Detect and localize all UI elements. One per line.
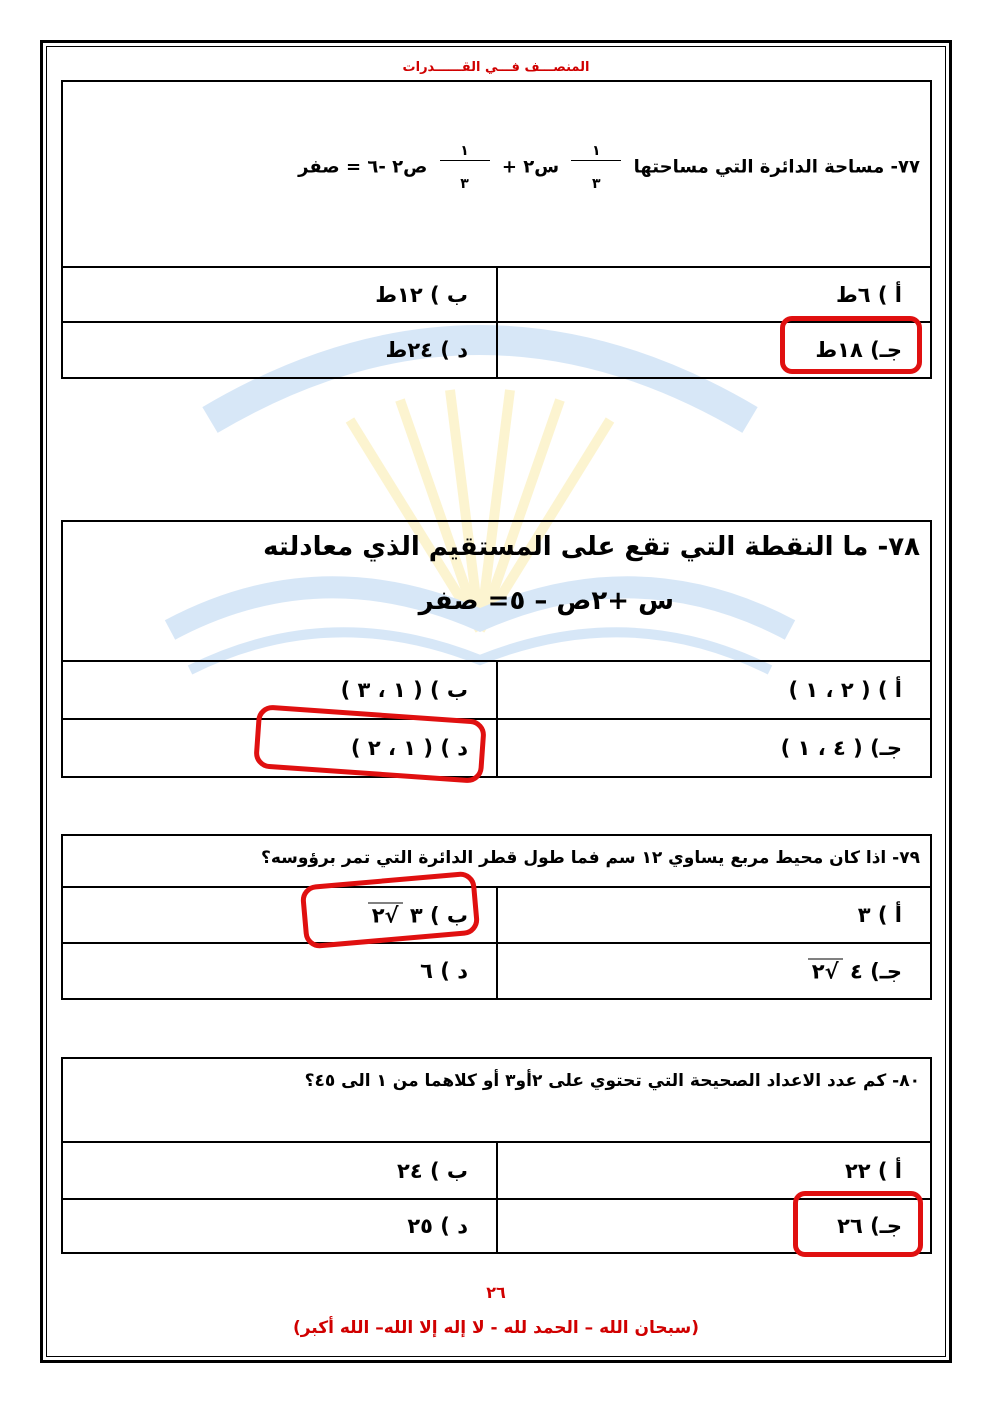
- option-a[interactable]: أ ) ٣: [857, 903, 902, 927]
- option-b-cell[interactable]: [63, 268, 496, 321]
- question-79-row-cd: [63, 944, 930, 998]
- option-c-cell[interactable]: [496, 944, 930, 998]
- option-a[interactable]: أ ) ٢٢: [844, 1158, 902, 1183]
- frac2-numerator: ١: [460, 143, 469, 159]
- footer-dhikr: (سبحان الله – الحمد لله - لا إله إلا الله– الله أكبر): [292, 1318, 700, 1338]
- frac1-numerator: ١: [592, 143, 601, 159]
- page-header: المنصـــف فـــي القــــــدرات: [402, 60, 590, 75]
- question-79-text: ٧٩- اذا كان محيط مربع يساوي ١٢ سم فما طول قطر الدائرة التي تمر برؤوسه؟: [260, 848, 920, 868]
- option-d-cell[interactable]: [63, 1200, 496, 1252]
- option-a-cell[interactable]: [496, 268, 930, 321]
- page-number: ٢٦: [486, 1283, 506, 1302]
- option-c-sqrt: √٢: [808, 959, 843, 984]
- option-b[interactable]: ب ) ١٢ط: [375, 282, 468, 307]
- answer-mark-q77: [780, 316, 922, 374]
- question-78-line1: ٧٨- ما النقطة التي تقع على المستقيم الذي معادلته: [263, 532, 920, 562]
- option-b-coefficient: ٣: [409, 903, 423, 928]
- question-79-table: [61, 834, 932, 1000]
- question-79-stem-row: [63, 836, 930, 888]
- question-80-text: ٨٠- كم عدد الاعداد الصحيحة التي تحتوي على ٢أو٣ أو كلاهما من ١ الى ٤٥؟: [304, 1071, 920, 1091]
- option-c[interactable]: جـ) ( ٤ ، ١ ): [780, 736, 902, 760]
- fraction-one-third-1: [571, 144, 621, 191]
- question-77-row-ab: [63, 268, 930, 323]
- frac1-denominator: ٣: [592, 176, 601, 192]
- option-a-cell[interactable]: [496, 888, 930, 942]
- q77-term1: س٢ +: [501, 156, 560, 178]
- question-78-stem-row: [63, 522, 930, 662]
- question-78-table: [61, 520, 932, 778]
- option-d[interactable]: د ) ٦: [420, 959, 468, 983]
- question-79-row-ab: [63, 888, 930, 944]
- option-b[interactable]: ب ) ( ١ ، ٣ ): [340, 678, 468, 702]
- q77-prefix: ٧٧- مساحة الدائرة التي مساحتها: [633, 156, 920, 178]
- option-a[interactable]: أ ) ( ٢ ، ١ ): [788, 678, 902, 702]
- option-d-cell[interactable]: [63, 944, 496, 998]
- q77-term2: ص٢ -٦ = صفر: [298, 156, 428, 178]
- option-d-cell[interactable]: [63, 323, 496, 377]
- question-78-line2: س +٢ص – ٥= صفر: [418, 586, 674, 616]
- option-b-cell[interactable]: [63, 1143, 496, 1198]
- option-c[interactable]: [808, 959, 902, 984]
- option-b[interactable]: ب ) ٢٤: [397, 1158, 468, 1183]
- option-a-cell[interactable]: [496, 1143, 930, 1198]
- option-c-label: جـ): [870, 959, 902, 984]
- option-b-label: ب ): [429, 903, 468, 928]
- option-a[interactable]: أ ) ٦ط: [835, 282, 902, 307]
- frac2-denominator: ٣: [460, 176, 469, 192]
- question-80-stem-row: [63, 1059, 930, 1143]
- option-c-coefficient: ٤: [849, 959, 863, 984]
- question-78-row-ab: [63, 662, 930, 720]
- option-d[interactable]: د ) ٢٥: [407, 1214, 468, 1238]
- option-d[interactable]: د ) ٢٤ط: [385, 338, 468, 362]
- option-c[interactable]: جـ) ٢٦: [837, 1214, 902, 1238]
- option-c-radicand: ٢: [811, 959, 825, 984]
- option-b-radicand: ٢: [371, 903, 385, 928]
- option-c-cell[interactable]: [496, 720, 930, 776]
- option-a-cell[interactable]: [496, 662, 930, 718]
- question-77-text: [298, 144, 920, 191]
- option-b-sqrt: √٢: [368, 903, 403, 928]
- answer-mark-q80: [793, 1191, 923, 1257]
- option-d[interactable]: د ) ( ١ ، ٢ ): [350, 736, 468, 760]
- question-78-row-cd: [63, 720, 930, 776]
- fraction-one-third-2: [440, 144, 490, 191]
- question-77-stem-row: [63, 82, 930, 268]
- option-c[interactable]: جـ) ١٨ط: [815, 338, 902, 362]
